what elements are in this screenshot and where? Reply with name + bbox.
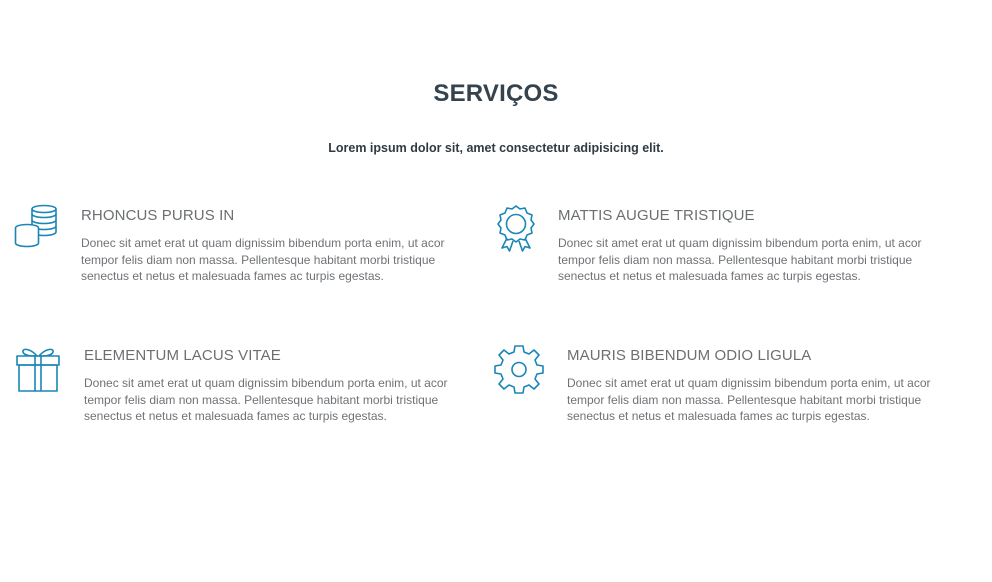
service-text — [81, 206, 481, 285]
award-badge-icon — [494, 204, 538, 252]
section-subtitle: Lorem ipsum dolor sit, amet consectetur adipisicing elit. — [328, 141, 664, 155]
service-title: ELEMENTUM LACUS VITAE — [84, 347, 281, 364]
gear-icon — [494, 344, 544, 394]
service-item-rhoncus — [14, 204, 484, 294]
service-title: RHONCUS PURUS IN — [81, 207, 235, 224]
section-title: SERVIÇOS — [433, 80, 559, 107]
service-title: MAURIS BIBENDUM ODIO LIGULA — [567, 347, 812, 364]
service-item-mauris — [494, 344, 964, 434]
service-text — [567, 346, 952, 425]
gift-icon — [14, 344, 62, 394]
service-description: Donec sit amet erat ut quam dignissim bibendum porta enim, ut acor tempor felis diam non massa. Pellentesque habitant morbi tristique senectus et netus et malesuada fames ac turpis egestas. — [567, 376, 931, 423]
coins-icon — [14, 204, 58, 248]
service-text — [84, 346, 469, 425]
service-description: Donec sit amet erat ut quam dignissim bibendum porta enim, ut acor tempor felis diam non massa. Pellentesque habitant morbi tristique senectus et netus et malesuada fames ac turpis egestas. — [558, 236, 922, 283]
service-item-elementum — [14, 344, 484, 434]
service-title: MATTIS AUGUE TRISTIQUE — [558, 207, 755, 224]
service-text — [558, 206, 958, 285]
service-description: Donec sit amet erat ut quam dignissim bibendum porta enim, ut acor tempor felis diam non massa. Pellentesque habitant morbi tristique senectus et netus et malesuada fames ac turpis egestas. — [84, 376, 448, 423]
service-item-mattis — [494, 204, 964, 294]
service-description: Donec sit amet erat ut quam dignissim bibendum porta enim, ut acor tempor felis diam non massa. Pellentesque habitant morbi tristique senectus et netus et malesuada fames ac turpis egestas. — [81, 236, 445, 283]
